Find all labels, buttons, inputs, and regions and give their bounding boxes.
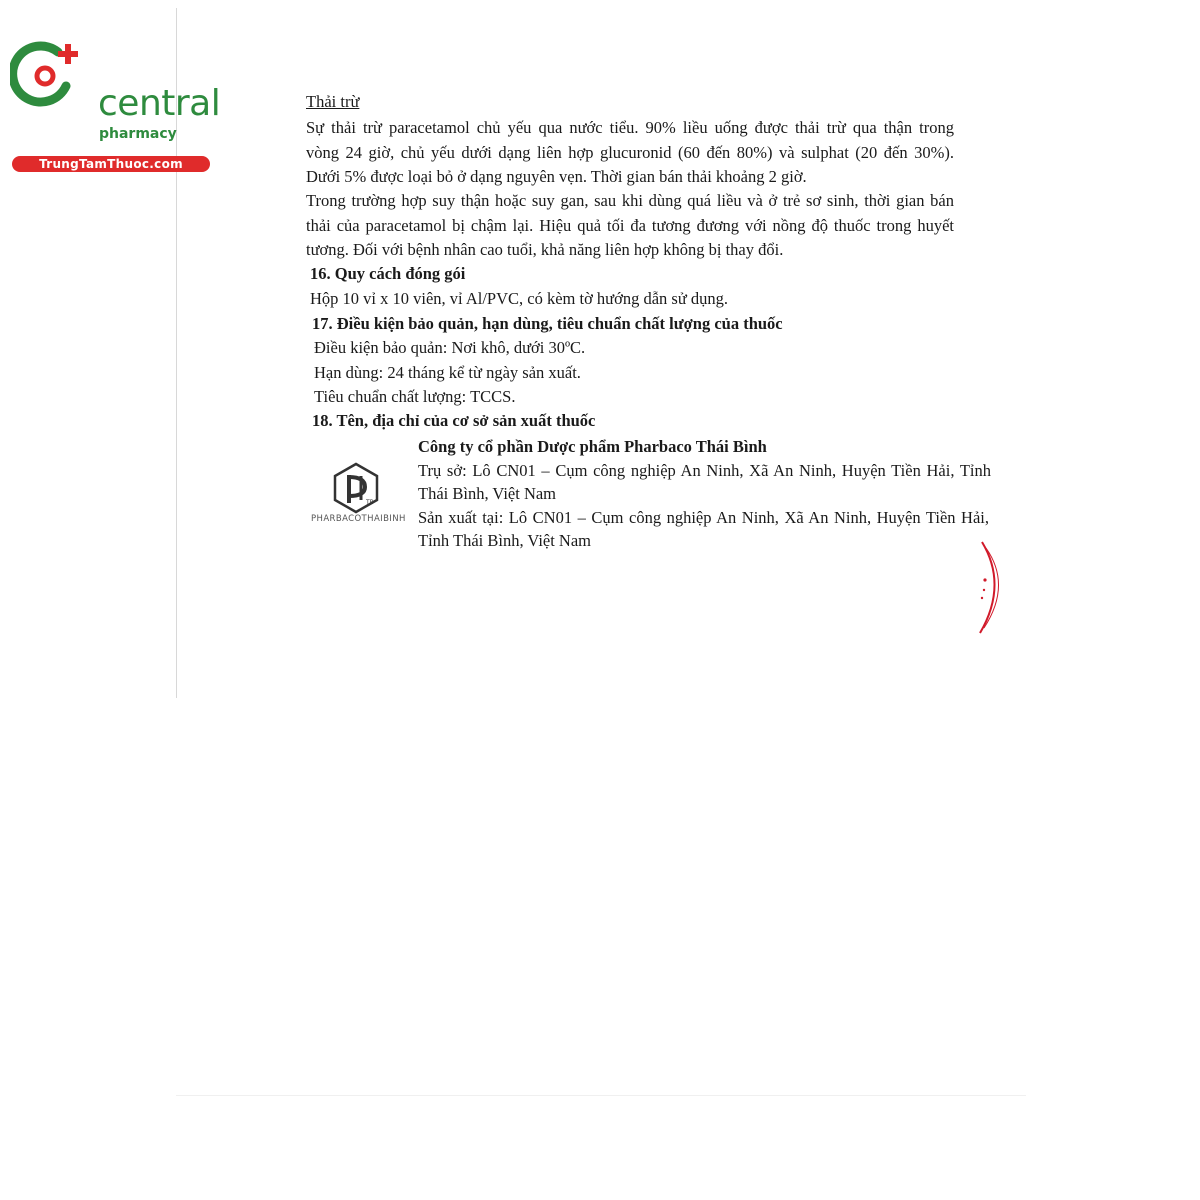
factory-line2: Tỉnh Thái Bình, Việt Nam (418, 531, 592, 550)
para2-line2: thải của paracetamol bị chậm lại. Hiệu quả tối đa tương đương với nồng độ thuốc trong huyết (306, 216, 954, 235)
brand-site-banner: TrungTamThuoc.com (12, 156, 210, 172)
para2-line1: Trong trường hợp suy thận hoặc suy gan, sau khi dùng quá liều và ở trẻ sơ sinh, thời gian bán (306, 191, 954, 210)
brand-name: central (98, 83, 221, 124)
hq-line1: Trụ sở: Lô CN01 – Cụm công nghiệp An Ninh, Xã An Ninh, Huyện Tiền Hải, Tỉnh (418, 461, 991, 480)
quality-standard: Tiêu chuẩn chất lượng: TCCS. (314, 387, 516, 406)
para1-line2: vòng 24 giờ, chủ yếu dưới dạng liên hợp glucuronid (60 đến 80%) và sulphat (20 đến 30%). (306, 143, 954, 162)
factory-line1: Sản xuất tại: Lô CN01 – Cụm công nghiệp An Ninh, Xã An Ninh, Huyện Tiền Hải, (418, 508, 989, 527)
heading-17: 17. Điều kiện bảo quản, hạn dùng, tiêu chuẩn chất lượng của thuốc (312, 314, 783, 333)
section-title: Thải trừ (306, 92, 360, 111)
pharbaco-logo-icon (332, 462, 380, 514)
company-name: Công ty cổ phần Dược phẩm Pharbaco Thái Bình (418, 437, 767, 456)
hq-line2: Thái Bình, Việt Nam (418, 484, 557, 503)
para2-line3: tương. Đối với bệnh nhân cao tuổi, khả năng liên hợp không bị thay đổi. (306, 240, 784, 259)
heading-16: 16. Quy cách đóng gói (310, 264, 466, 283)
para1-line1: Sự thải trừ paracetamol chủ yếu qua nước tiểu. 90% liều uống được thải trừ qua thận trong (306, 118, 954, 137)
heading-18: 18. Tên, địa chỉ của cơ sở sản xuất thuốc (312, 411, 596, 430)
pharbaco-logo-caption: PHARBACOTHAIBINH (311, 514, 406, 524)
svg-text:TB: TB (366, 499, 374, 506)
brand-subtitle: pharmacy (99, 126, 177, 142)
para1-line3: Dưới 5% được loại bỏ ở dạng nguyên vẹn. Thời gian bán thải khoảng 2 giờ. (306, 167, 807, 186)
red-stamp-fragment (968, 540, 1008, 635)
shelf-life: Hạn dùng: 24 tháng kể từ ngày sản xuất. (314, 363, 581, 382)
packaging-text: Hộp 10 vỉ x 10 viên, vỉ Al/PVC, có kèm tờ hướng dẫn sử dụng. (310, 289, 729, 308)
storage-condition: Điều kiện bảo quản: Nơi khô, dưới 30ºC. (314, 338, 586, 357)
